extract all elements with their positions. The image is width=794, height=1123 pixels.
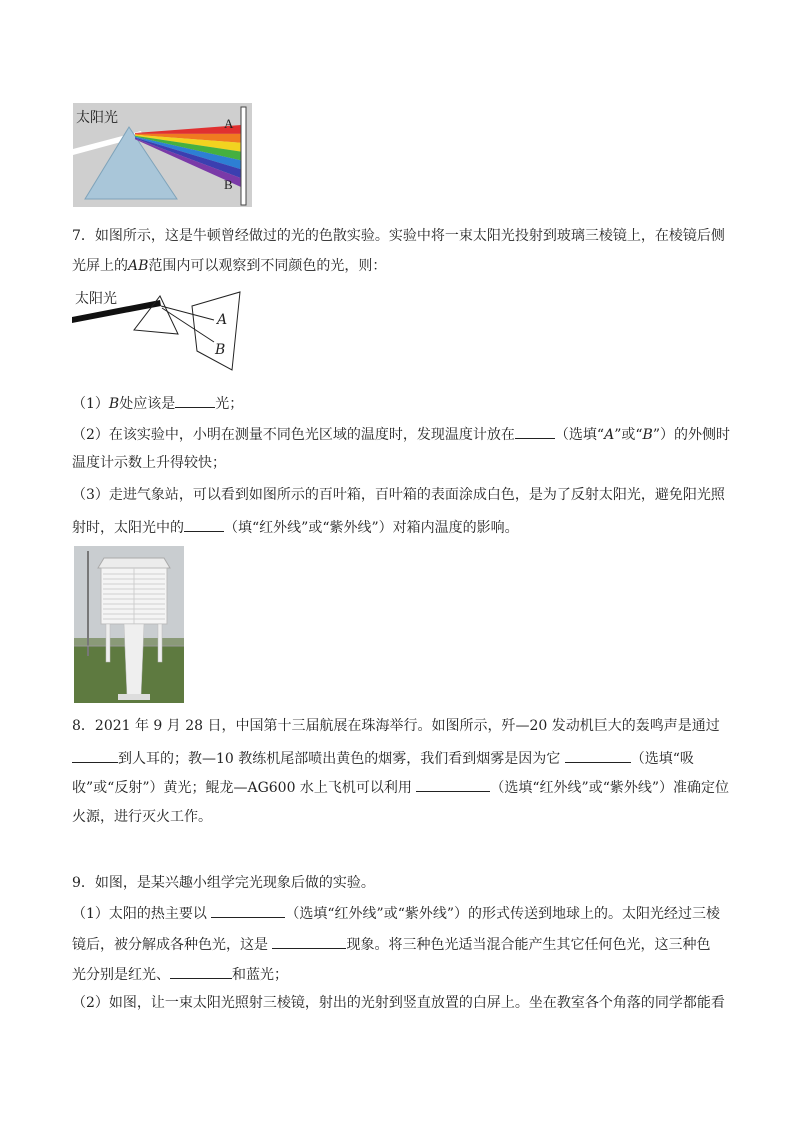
text-span: （选填“红外线”或“紫外线”）准确定位 bbox=[490, 780, 730, 796]
louver-box-photo bbox=[74, 546, 184, 703]
prism-line-diagram bbox=[72, 286, 247, 376]
q9-part-2-line-1: （2）如图，让一束太阳光照射三棱镜，射出的光射到竖直放置的白屏上。坐在教室各个角落的同学都能看 bbox=[72, 995, 725, 1011]
text-span: 收”或“反射”）黄光；鲲龙—AG600 水上飞机可以利用 bbox=[72, 780, 412, 796]
diagram-label-a: A bbox=[217, 312, 228, 328]
answer-blank[interactable] bbox=[72, 747, 118, 763]
leg bbox=[158, 624, 162, 662]
q7-part-2-line-1 bbox=[72, 423, 730, 445]
label-b: B bbox=[224, 177, 233, 192]
q8-line-3 bbox=[72, 776, 729, 798]
answer-blank[interactable] bbox=[272, 933, 346, 949]
text-span: 镜后，被分解成各种色光，这是 bbox=[72, 937, 268, 953]
text-span: （1）太阳的热主要以 bbox=[72, 906, 207, 922]
diagram-screen bbox=[192, 292, 240, 370]
text-span: ”或“ bbox=[614, 427, 643, 443]
diagram-prism bbox=[134, 296, 178, 334]
q7-part-3-line-2 bbox=[72, 516, 519, 538]
answer-blank[interactable] bbox=[170, 963, 232, 979]
answer-blank[interactable] bbox=[416, 776, 490, 792]
text-span: 射时，太阳光中的 bbox=[72, 520, 184, 536]
diagram-sunlight-label: 太阳光 bbox=[75, 291, 117, 307]
ab-italic: AB bbox=[128, 258, 149, 274]
answer-blank[interactable] bbox=[211, 902, 285, 918]
text-span: 现象。将三种色光适当混合能产生其它任何色光，这三种色 bbox=[346, 937, 711, 953]
q7-part-2-line-2: 温度计示数上升得较快； bbox=[72, 455, 226, 471]
q8-line-4: 火源，进行灭火工作。 bbox=[72, 809, 212, 825]
text-span: （选填“红外线”或“紫外线”）的形式传送到地球上的。太阳光经过三棱 bbox=[285, 906, 721, 922]
text-span: 处应该是 bbox=[119, 396, 176, 412]
text-span: 和蓝光； bbox=[232, 967, 288, 983]
stand bbox=[124, 624, 144, 696]
text-span: 到人耳的；教—10 教练机尾部喷出黄色的烟雾，我们看到烟雾是因为它 bbox=[118, 751, 561, 767]
q9-part-1-line-2 bbox=[72, 933, 710, 955]
diagram-label-b: B bbox=[215, 342, 226, 358]
text-span: （选填“ bbox=[554, 427, 605, 443]
sunlight-label: 太阳光 bbox=[76, 110, 118, 126]
answer-blank[interactable] bbox=[515, 423, 555, 439]
answer-blank[interactable] bbox=[565, 747, 631, 763]
text-span: （1） bbox=[72, 396, 109, 412]
q9-part-1-line-1 bbox=[72, 902, 720, 924]
answer-blank[interactable] bbox=[184, 516, 224, 532]
base bbox=[118, 694, 150, 700]
text-span: 光； bbox=[215, 396, 244, 412]
prism-dispersion-figure bbox=[73, 103, 252, 207]
q7-part-1 bbox=[72, 392, 243, 414]
text-span: （2）在该实验中，小明在测量不同色光区域的温度时，发现温度计放在 bbox=[72, 427, 515, 443]
text-span: 范围内可以观察到不同颜色的光，则： bbox=[148, 258, 387, 274]
text-span: 光分别是红光、 bbox=[72, 967, 170, 983]
q9-line-1: 9．如图，是某兴趣小组学完光现象后做的实验。 bbox=[72, 875, 375, 891]
a-italic: A bbox=[604, 427, 615, 443]
leg bbox=[106, 624, 110, 662]
q9-part-1-line-3 bbox=[72, 963, 288, 985]
text-span: 光屏上的 bbox=[72, 258, 128, 274]
b-italic: B bbox=[642, 427, 653, 443]
light-screen bbox=[241, 107, 246, 205]
label-a: A bbox=[224, 116, 234, 131]
q7-part-3-line-1: （3）走进气象站，可以看到如图所示的百叶箱，百叶箱的表面涂成白色，是为了反射太阳光，避免阳光照 bbox=[72, 487, 725, 503]
q7-stem-line-1: 7．如图所示，这是牛顿曾经做过的光的色散实验。实验中将一束太阳光投射到玻璃三棱镜上，在棱镜后侧 bbox=[72, 228, 725, 244]
answer-blank[interactable] bbox=[175, 392, 215, 408]
q8-line-2 bbox=[72, 747, 694, 769]
q8-line-1: 8．2021 年 9 月 28 日，中国第十三届航展在珠海举行。如图所示，歼—20 发动机巨大的轰鸣声是通过 bbox=[72, 718, 720, 734]
box-roof bbox=[98, 558, 170, 568]
q7-stem-line-2 bbox=[72, 256, 386, 276]
text-span: ”）的外侧时 bbox=[652, 427, 730, 443]
text-span: （选填“吸 bbox=[630, 751, 694, 767]
text-span: （填“红外线”或“紫外线”）对箱内温度的影响。 bbox=[224, 520, 519, 536]
b-italic: B bbox=[108, 396, 120, 412]
